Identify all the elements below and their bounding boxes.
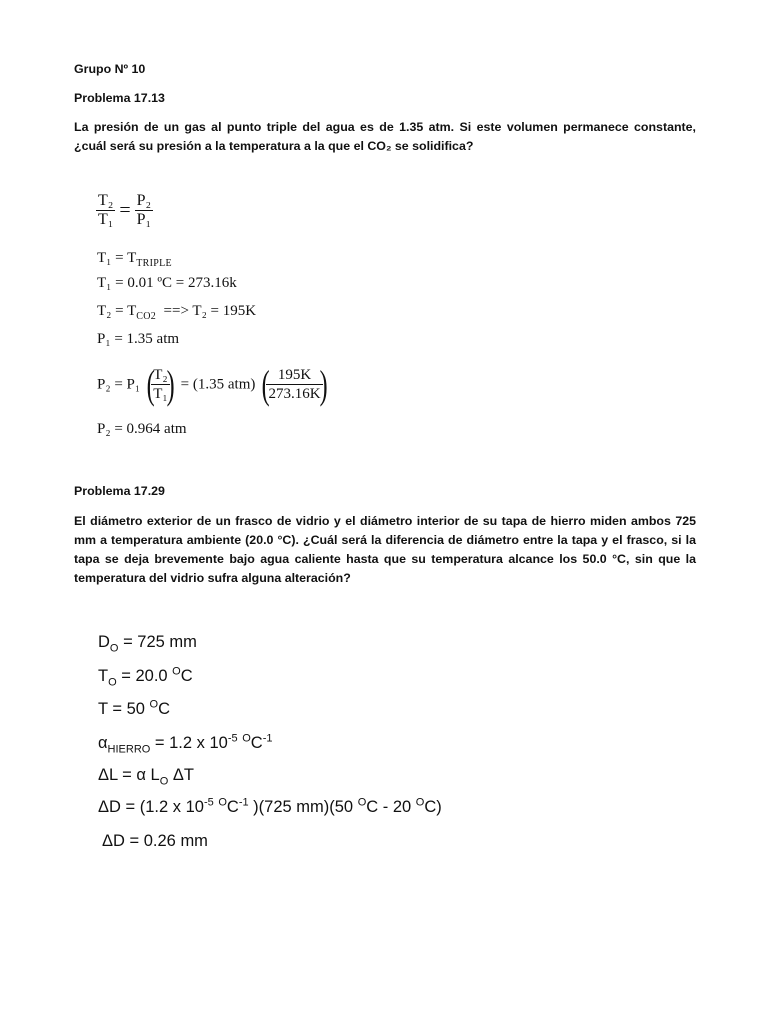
fraction-p: $\frac{\text{P₂}}{\text{P₁}}$ <box>136 192 152 228</box>
delta-l-line: ΔL = α $L_O$ ΔT <box>98 766 194 788</box>
problem-1-statement: La presión de un gas al punto triple del agua es de 1.35 atm. Si este volumen permanece constante, ¿cuál será su presión a la temperatura a la que el CO₂ se solidifica? <box>74 120 696 153</box>
problem-2-statement: El diámetro exterior de un frasco de vidrio y el diámetro interior de su tapa de hierro miden ambos 725 mm a temperatura ambiente (20.0 °C). ¿Cuál será la diferencia de diámetro entre la tapa y el frasco, si la tapa se deja brevemente bajo agua caliente hasta que su temperatura alcance los 50.0 °C, sin que la temperatura del vidrio sufra alguna alteración? <box>74 514 696 585</box>
delta-d-result: ΔD = 0.26 mm <box>102 832 208 850</box>
group-heading: Grupo Nº 10 <box>74 62 146 76</box>
t1-value-line: T₁ = 0.01 ºC = 273.16k <box>97 275 237 291</box>
p2-result: P₂ = 0.964 atm <box>97 421 187 437</box>
problem-1-title: Problema 17.13 <box>74 91 165 105</box>
delta-d-calc-line: ΔD = (1.2 x $10^{-5}$ $^OC^{-1}$ )(725 mm)(50 $^O$C - 20 $^O$C) <box>98 796 442 816</box>
problem-2-title: Problema 17.29 <box>74 484 165 498</box>
t2-co2-line: $T_2 = T_{CO2}$ ==> T₂ = 195K <box>97 303 257 322</box>
t-line: T = 50 $^O$C <box>98 698 171 718</box>
fraction-t2-t1: $\frac{\text{T₂}}{\text{T₁}}$ <box>153 367 168 402</box>
p2-calculation: P₂ = P₁ ( $\frac{\text{T₂}}{\text{T₁}}$ ) = (1.35 atm) ( $\frac{195K}{273.16K}$ ) <box>97 361 328 407</box>
fraction-temperatures: $\frac{195K}{273.16K}$ <box>268 367 321 402</box>
d0-line: $D_O = 725$ mm <box>98 633 197 655</box>
t0-line: $T_O = 20.0$ $^O$C <box>98 665 193 689</box>
ratio-formula: $\frac{\text{T₂}}{\text{T₁}}$ = $\frac{\text{P₂}}{\text{P₁}}$ <box>98 192 152 228</box>
p1-value-line: P₁ = 1.35 atm <box>97 331 180 347</box>
fraction-t: $\frac{\text{T₂}}{\text{T₁}}$ <box>98 192 114 228</box>
t1-triple-line: $T_1 = T_{TRIPLE}$ <box>97 250 172 269</box>
alpha-line: $\alpha_{HIERRO} = 1.2$ x $10^{-5}$ $^OC^{-1}$ <box>98 732 273 756</box>
